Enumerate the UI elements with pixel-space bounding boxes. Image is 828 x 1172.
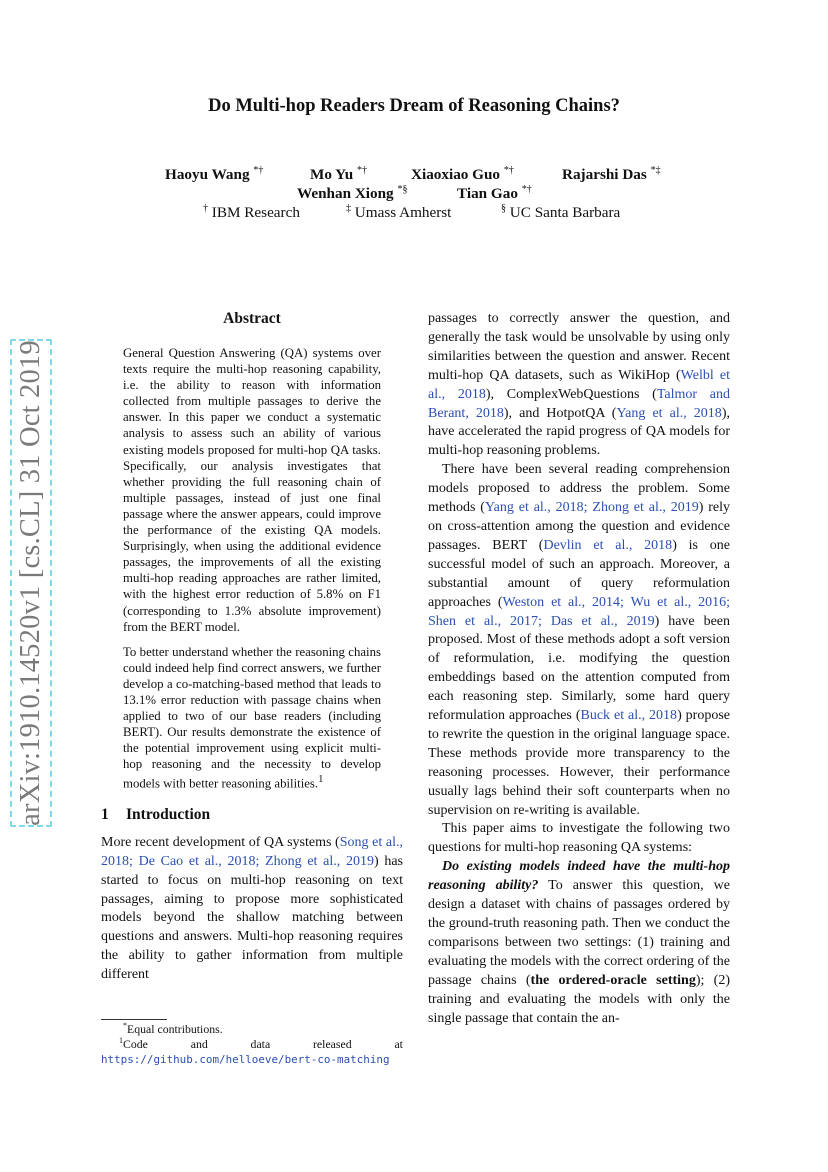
- right-column: [428, 310, 730, 1028]
- right-paragraph-1: passages to correctly answer the question, and generally the task would be unsolvable by using only similarities between the question and answer. Recent multi-hop QA datasets, such as WikiHop (Welbl et al., 2018), ComplexWebQuestions (Talmor and Berant, 2018), and HotpotQA (Yang et al., 2018), have accelerated the rapid progress of QA models for multi-hop reasoning problems.: [428, 311, 730, 459]
- affiliation-2: § UC Santa Barbara: [501, 202, 621, 221]
- citation-link[interactable]: Devlin et al., 2018: [543, 537, 673, 553]
- left-column: [101, 310, 403, 985]
- section-heading-introduction: [101, 806, 403, 824]
- citation-link[interactable]: Talmor and Berant, 2018: [428, 386, 730, 421]
- footnote-ref-1: 1: [318, 774, 324, 786]
- affiliation-1: ‡ Umass Amherst: [346, 202, 452, 221]
- abstract-paragraph-1: General Question Answering (QA) systems over texts require the multi-hop reasoning capability, i.e. the ability to reason with information collected from multiple passages to derive the answer. In this paper we conduct a systematic analysis to assess such an ability of various existing models proposed for multi-hop QA tasks. Specifically, our analysis investigates that whether providing the full reasoning chain of multiple passages, instead of just one final passage where the answer appears, could improve the performance of the existing QA models. Surprisingly, when using the additional evidence passages, the improvements of all the existing multi-hop reading approaches are rather limited, with the highest error reduction of 5.8% on F1 (corresponding to 1.3% absolute improvement) from the BERT model.: [123, 346, 381, 634]
- footnote-1: *Equal contributions.: [123, 1021, 223, 1036]
- author-4: Wenhan Xiong *§: [297, 183, 408, 202]
- footnote-2-text: $^1$Code and data released at: [119, 1036, 403, 1051]
- paper-title: Do Multi-hop Readers Dream of Reasoning Chains?: [208, 96, 620, 116]
- setting-name: the ordered-oracle setting: [530, 972, 696, 988]
- author-5: Tian Gao *†: [457, 183, 532, 202]
- arxiv-stamp: [10, 339, 52, 827]
- right-paragraph-2: There have been several reading comprehension models proposed to address the problem. Some methods (Yang et al., 2018; Zhong et al., 2019) rely on cross-attention among the question and evidence passages. BERT (Devlin et al., 2018) is one successful model of such an approach. Moreover, a substantial amount of query reformulation approaches (Weston et al., 2014; Wu et al., 2016; Shen et al., 2017; Das et al., 2019) have been proposed. Most of these methods adopt a soft version of reformulation, i.e. modifying the question embeddings based on the attention computed from each reasoning step. Similarly, some hard query reformulation approaches (Buck et al., 2018) propose to rewrite the question in the original language space. These methods provide more transparency to the reasoning processes. However, their performance usually lags behind their soft counterparts when no supervision on re-writing is available.: [428, 462, 731, 818]
- research-question: Do existing models indeed have the multi-hop reasoning ability?: [428, 859, 730, 894]
- right-paragraph-3: This paper aims to investigate the following two questions for multi-hop reasoning QA systems:: [428, 821, 730, 856]
- author-3: Rajarshi Das *‡: [562, 164, 661, 183]
- section-title: Introduction: [126, 805, 211, 823]
- footnote-rule: [101, 1019, 167, 1020]
- abstract-paragraph-2: To better understand whether the reasoning chains could indeed help find correct answers, we further develop a co-matching-based method that leads to 13.1% error reduction with passage chains when applied to two of our base readers (including BERT). Our results demonstrate the existence of the potential improvement using explicit multi-hop reasoning and the necessity to develop models with better reasoning abilities.$^1$: [123, 644, 381, 791]
- code-url-link[interactable]: https://github.com/helloeve/bert-co-matching: [101, 1053, 390, 1066]
- citation-link[interactable]: Weston et al., 2014; Wu et al., 2016; Shen et al., 2017; Das et al., 2019: [428, 594, 730, 629]
- footnote-2: [101, 1037, 403, 1066]
- abstract-heading: Abstract: [223, 310, 281, 327]
- citation-link[interactable]: Buck et al., 2018: [580, 708, 678, 724]
- intro-paragraph-1: More recent development of QA systems (Song et al., 2018; De Cao et al., 2018; Zhong et al., 2019) has started to focus on multi-hop reasoning on text passages, aiming to propose more sophisticated models beyond the shallow matching between questions and answers. Multi-hop reasoning requires the ability to gather information from multiple different: [101, 834, 403, 983]
- author-2: Xiaoxiao Guo *†: [411, 164, 514, 183]
- citation-link[interactable]: Song et al., 2018; De Cao et al., 2018; Zhong et al., 2019: [101, 834, 403, 869]
- right-paragraph-4: Do existing models indeed have the multi-hop reasoning ability? To answer this question, we design a dataset with chains of passages ordered by the ground-truth reasoning path. Then we conduct the comparisons between two settings: (1) training and evaluating the models with the correct ordering of the passage chains (the ordered-oracle setting); (2) training and evaluating the models with only the single passage that contain the an-: [428, 859, 730, 1026]
- author-0: Haoyu Wang *†: [165, 164, 264, 183]
- citation-link[interactable]: Welbl et al., 2018: [428, 367, 730, 402]
- citation-link[interactable]: Yang et al., 2018: [616, 405, 722, 421]
- section-number: 1: [101, 805, 109, 823]
- author-1: Mo Yu *†: [310, 164, 367, 183]
- citation-link[interactable]: Yang et al., 2018; Zhong et al., 2019: [484, 500, 699, 516]
- arxiv-stamp-text: arXiv:1910.14520v1 [cs.CL] 31 Oct 2019: [15, 340, 46, 826]
- affiliation-0: † IBM Research: [203, 202, 300, 221]
